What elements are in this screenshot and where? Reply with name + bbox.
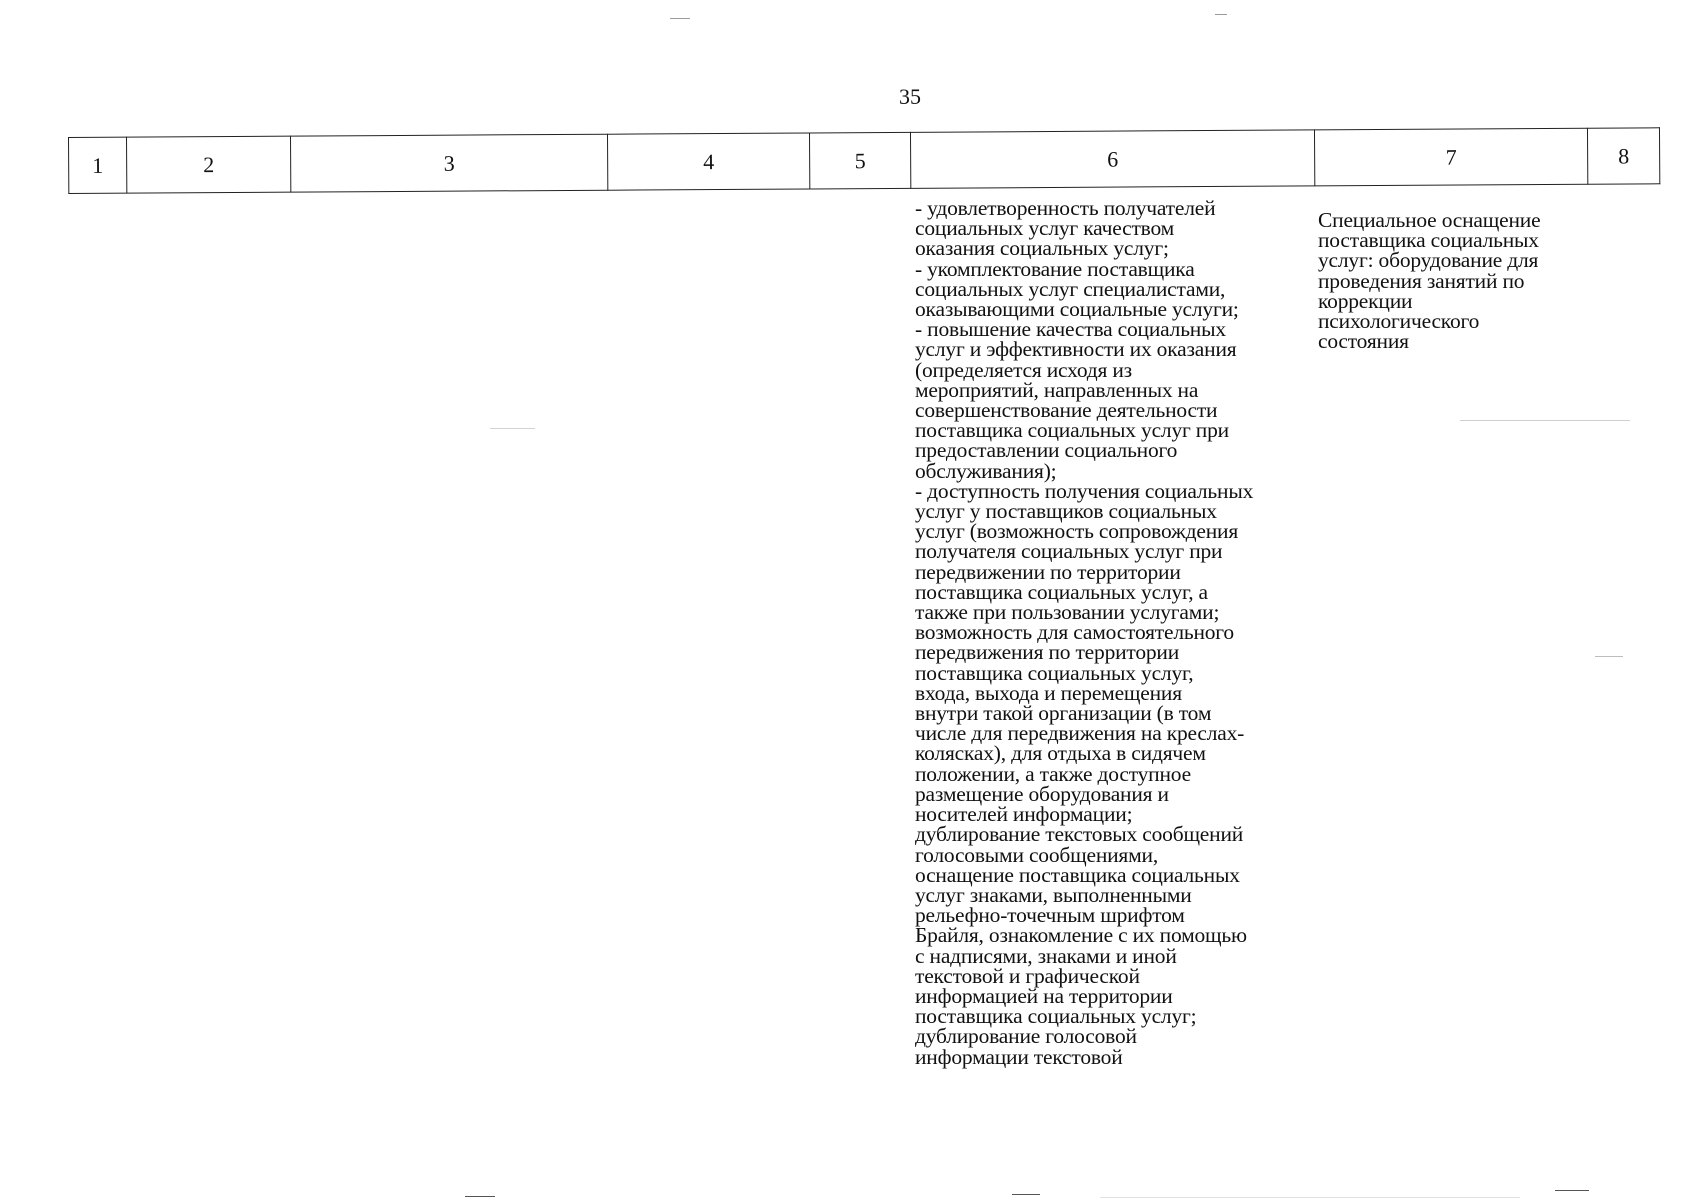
text-line: поставщика социальных услуг; <box>915 1004 1197 1029</box>
scan-artifact <box>670 18 690 19</box>
scan-artifact <box>490 428 535 429</box>
text-line: состояния <box>1318 329 1409 354</box>
text-line: внутри такой организации (в том <box>915 701 1212 726</box>
text-line: психологического <box>1318 309 1480 334</box>
text-line: голосовыми сообщениями, <box>915 842 1159 867</box>
column-number-1: 1 <box>69 137 127 193</box>
text-line: рельефно-точечным шрифтом <box>915 903 1185 928</box>
text-line: услуг и эффективности их оказания <box>915 337 1237 362</box>
scan-artifact <box>1460 420 1630 421</box>
column-number-8: 8 <box>1587 128 1659 184</box>
text-line: размещение оборудования и <box>915 781 1169 806</box>
text-line: совершенствование деятельности <box>915 398 1218 423</box>
text-line: обслуживания); <box>915 458 1057 483</box>
text-line: числе для передвижения на креслах- <box>915 721 1245 746</box>
scan-artifact <box>1595 656 1623 657</box>
text-line: поставщика социальных <box>1318 228 1539 253</box>
text-line: текстовой и графической <box>915 963 1140 988</box>
text-line: коррекции <box>1318 288 1413 313</box>
scan-artifact <box>465 1196 495 1197</box>
text-line: поставщика социальных услуг, <box>915 660 1194 685</box>
text-line: оснащение поставщика социальных <box>915 862 1240 887</box>
text-line: проведения занятий по <box>1318 268 1525 293</box>
text-line: информации текстовой <box>915 1044 1123 1069</box>
text-line: (определяется исходя из <box>915 357 1132 382</box>
text-line: - повышение качества социальных <box>915 317 1226 342</box>
text-line: носителей информации; <box>915 802 1133 827</box>
text-line: Специальное оснащение <box>1318 208 1541 232</box>
scan-artifact <box>1215 14 1227 15</box>
special-equipment-text <box>1318 208 1588 354</box>
text-line: входа, выхода и перемещения <box>915 680 1182 705</box>
text-line: социальных услуг специалистами, <box>915 276 1226 301</box>
text-line: услуг знаками, выполненными <box>915 882 1192 907</box>
text-line: также при пользовании услугами; <box>915 600 1220 625</box>
scan-artifact <box>1555 1190 1589 1191</box>
quality-indicators-text <box>915 198 1315 1067</box>
text-line: поставщика социальных услуг при <box>915 418 1229 443</box>
text-line: оказывающими социальные услуги; <box>915 297 1239 322</box>
scan-artifact <box>1012 1194 1040 1195</box>
text-line: поставщика социальных услуг, а <box>915 579 1208 604</box>
text-line: оказания социальных услуг; <box>915 236 1169 261</box>
text-line: Брайля, ознакомление с их помощью <box>915 923 1247 948</box>
text-line: услуг: оборудование для <box>1318 248 1539 273</box>
text-line: - доступность получения социальных <box>915 478 1254 503</box>
text-line: предоставлении социального <box>915 438 1178 463</box>
text-line: мероприятий, направленных на <box>915 377 1199 402</box>
column-number-3: 3 <box>290 134 607 192</box>
text-line: услуг (возможность сопровождения <box>915 519 1239 544</box>
column-number-header-table <box>68 127 1660 194</box>
column-number-6: 6 <box>910 130 1314 188</box>
column-number-5: 5 <box>809 132 910 189</box>
text-line: возможность для самостоятельного <box>915 620 1234 645</box>
text-line: дублирование голосовой <box>915 1024 1137 1049</box>
text-line: - укомплектование поставщика <box>915 256 1195 281</box>
text-line: услуг у поставщиков социальных <box>915 499 1217 524</box>
text-line: колясках), для отдыха в сидячем <box>915 741 1206 766</box>
text-line: получателя социальных услуг при <box>915 539 1223 564</box>
text-line: - удовлетворенность получателей <box>915 196 1216 220</box>
text-line: передвижения по территории <box>915 640 1180 665</box>
text-line: дублирование текстовых сообщений <box>915 822 1244 847</box>
column-number-7: 7 <box>1314 128 1587 186</box>
column-number-row <box>69 128 1660 194</box>
column-number-2: 2 <box>127 136 291 193</box>
text-line: информацией на территории <box>915 983 1173 1008</box>
text-line: передвижении по территории <box>915 559 1181 584</box>
text-line: с надписями, знаками и иной <box>915 943 1177 968</box>
text-line: социальных услуг качеством <box>915 216 1174 241</box>
page-number: 35 <box>899 84 921 109</box>
column-number-4: 4 <box>607 133 809 190</box>
text-line: положении, а также доступное <box>915 761 1191 786</box>
scan-artifact <box>1100 1197 1520 1198</box>
